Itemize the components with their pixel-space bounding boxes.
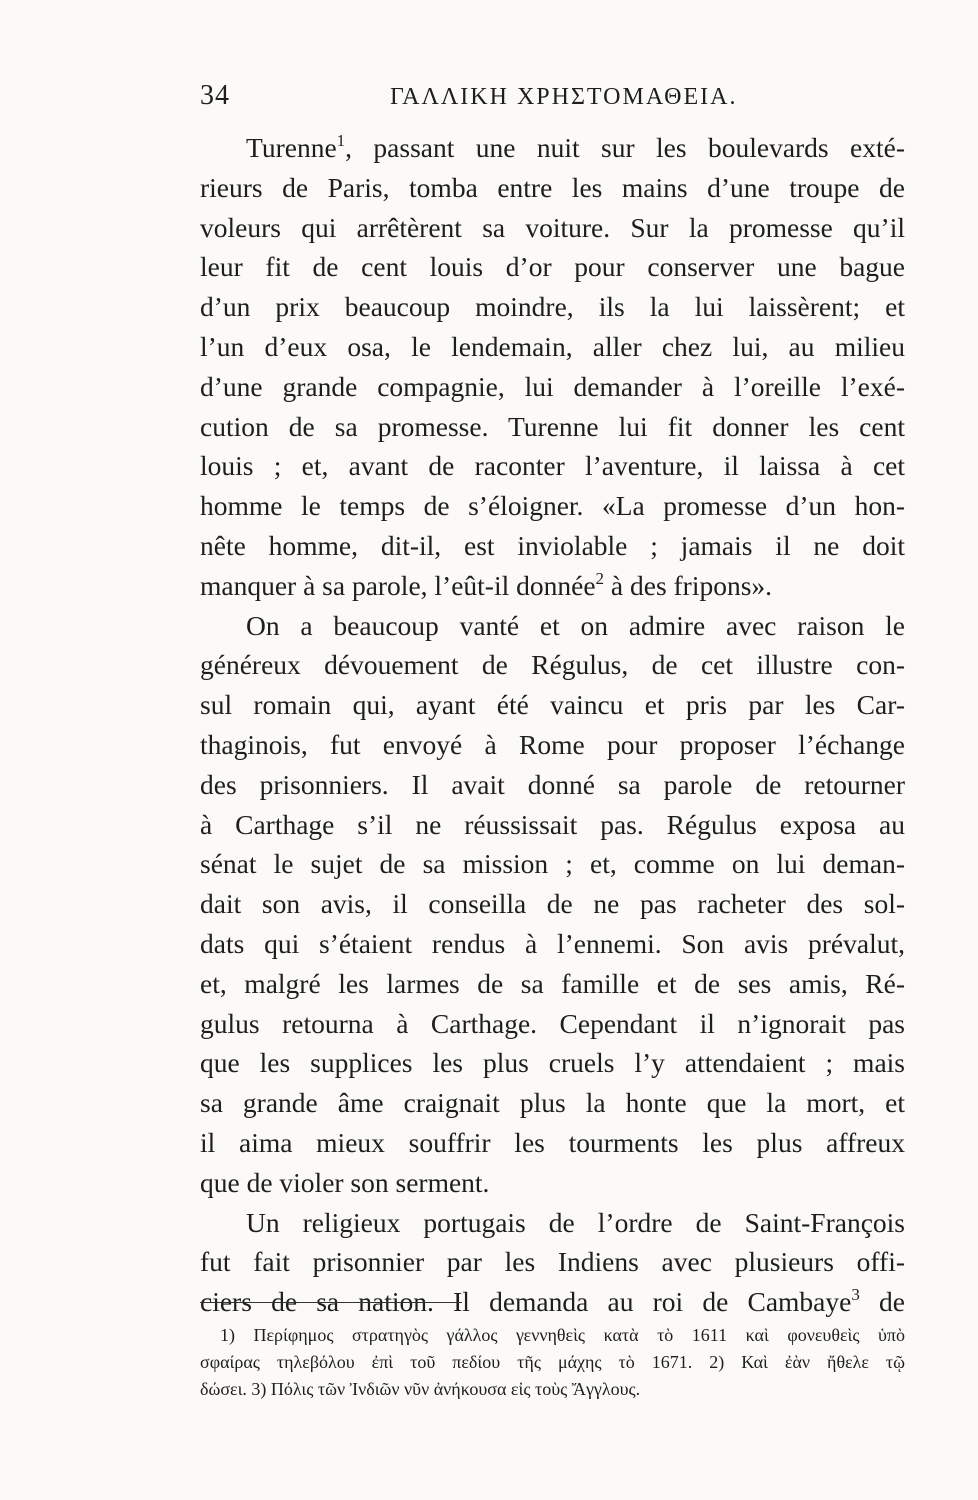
text-line: que les supplices les plus cruels l’y attendaient ; mais: [200, 1047, 905, 1079]
text-line: sul romain qui, ayant été vaincu et pris par les Car-: [200, 689, 905, 721]
footnote-line: σφαίρας τηλεβόλου ἐπὶ τοῦ πεδίου τῆς μάχης τὸ 1671. 2) Καὶ ἐὰν ἤθελε τῷ: [200, 1352, 905, 1372]
running-title: ΓΑΛΛΙΚΗ ΧΡΗΣΤΟΜΑΘΕΙΑ.: [390, 84, 738, 110]
footnotes: [200, 1322, 905, 1403]
text-line: à Carthage s’il ne réussissait pas. Régulus exposa au: [200, 808, 905, 840]
text-line: homme le temps de s’éloigner. «La promesse d’un hon-: [200, 490, 905, 522]
footnote-ref: 2: [595, 568, 605, 588]
footnote-ref: 1: [336, 131, 346, 150]
text-line: manquer à sa parole, l’eût-il donnée$^2$ à des fripons».: [200, 568, 773, 601]
body-text: [200, 128, 905, 1322]
text-line: voleurs qui arrêtèrent sa voiture. Sur la promesse qu’il: [200, 211, 905, 243]
text-line: que de violer son serment.: [200, 1166, 490, 1198]
text-line: cution de sa promesse. Turenne lui fit donner les cent: [200, 410, 905, 442]
text-line: fut fait prisonnier par les Indiens avec plusieurs offi-: [200, 1246, 905, 1278]
text-line: sénat le sujet de sa mission ; et, comme on lui deman-: [200, 848, 905, 880]
text-line: Un religieux portugais de l’ordre de Saint-François: [246, 1206, 905, 1238]
footnote-line: 1) Περίφημος στρατηγὸς γάλλος γεννηθεὶς κατὰ τὸ 1611 καὶ φονευθεὶς ὑπὸ: [220, 1325, 905, 1345]
page-number: 34: [200, 80, 230, 111]
paragraph-turenne: [200, 128, 905, 606]
paragraph-regulus: [200, 606, 905, 1203]
text-line: ciers de sa nation. Il demanda au roi de Cambaye$^3$ de: [200, 1285, 905, 1318]
text-line: des prisonniers. Il avait donné sa parole de retourner: [200, 768, 905, 800]
text-line: d’un prix beaucoup moindre, ils la lui laissèrent; et: [200, 291, 905, 323]
text-line: louis ; et, avant de raconter l’aventure, il laissa à cet: [200, 450, 905, 482]
text-line: d’une grande compagnie, lui demander à l’oreille l’exé-: [200, 370, 905, 402]
text-line: et, malgré les larmes de sa famille et de ses amis, Ré-: [200, 967, 905, 999]
text-line: dats qui s’étaient rendus à l’ennemi. Son avis prévalut,: [200, 927, 905, 959]
footnote-line: δώσει. 3) Πόλις τῶν Ἰνδιῶν νῦν ἀνήκουσα εἰς τοὺς Ἄγγλους.: [200, 1379, 641, 1399]
text-line: généreux dévouement de Régulus, de cet illustre con-: [200, 649, 905, 681]
text-line: rieurs de Paris, tomba entre les mains d’une troupe de: [200, 171, 905, 203]
text-line: nête homme, dit-il, est inviolable ; jamais il ne doit: [200, 529, 905, 561]
footnote-ref: 3: [851, 1285, 860, 1305]
text-line: thaginois, fut envoyé à Rome pour proposer l’échange: [200, 728, 905, 760]
page-header: [200, 80, 905, 124]
text-line: gulus retourna à Carthage. Cependant il n’ignorait pas: [200, 1007, 905, 1039]
text-line: leur fit de cent louis d’or pour conserver une bague: [200, 251, 905, 283]
text-line: il aima mieux souffrir les tourments les plus affreux: [200, 1126, 905, 1158]
text-line: Turenne$^1$, passant une nuit sur les boulevards exté-: [246, 131, 905, 163]
footnote-divider: [200, 1302, 462, 1303]
paragraph-religieux: [200, 1203, 905, 1322]
text-line: On a beaucoup vanté et on admire avec raison le: [246, 609, 905, 641]
text-line: dait son avis, il conseilla de ne pas racheter des sol-: [200, 888, 905, 920]
text-line: sa grande âme craignait plus la honte que la mort, et: [200, 1087, 905, 1119]
text-line: l’un d’eux osa, le lendemain, aller chez lui, au milieu: [200, 330, 905, 362]
